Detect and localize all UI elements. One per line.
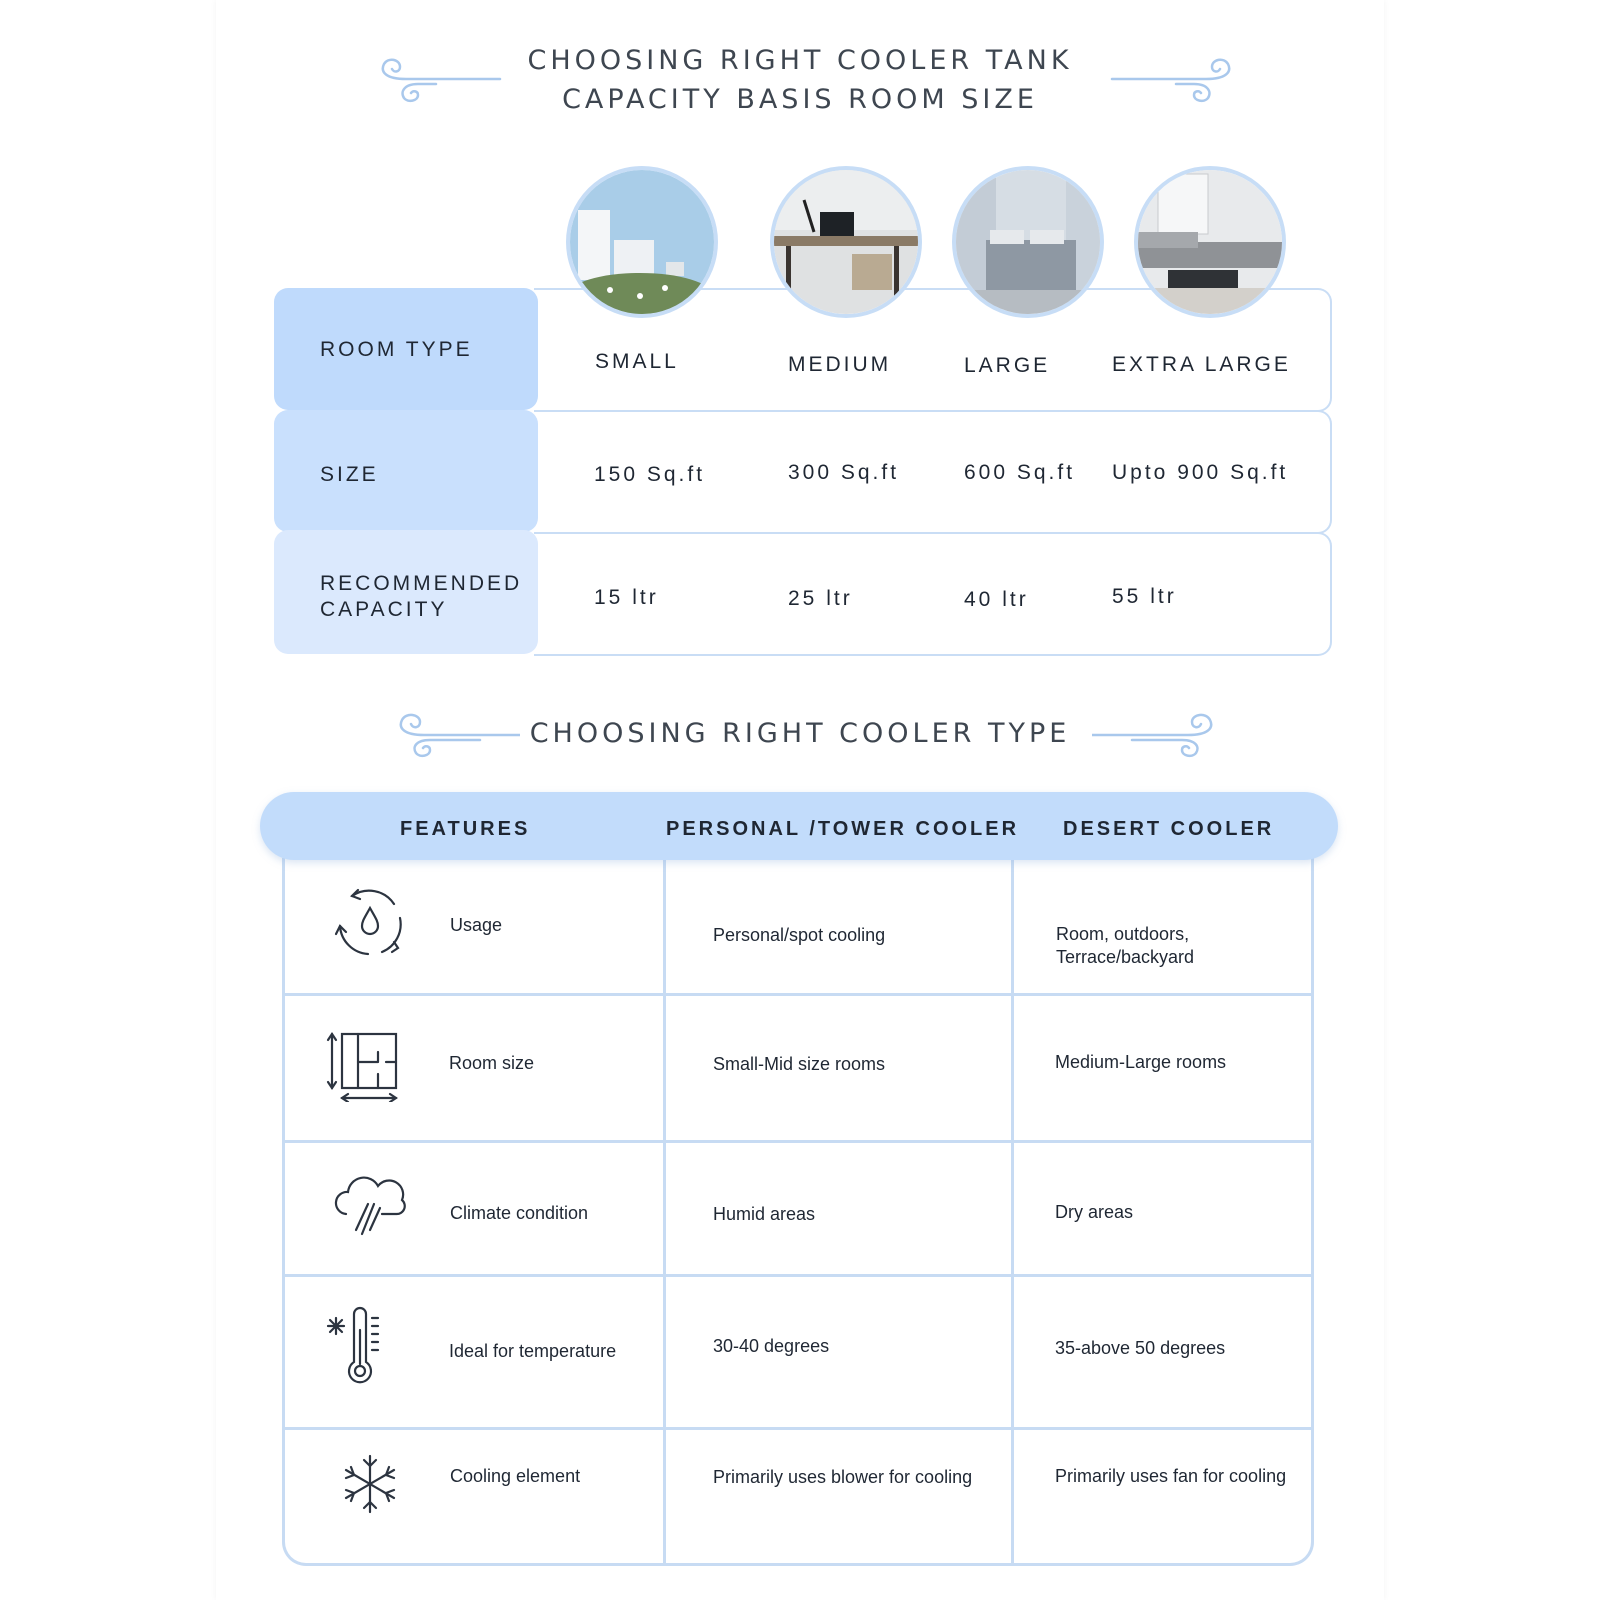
column-divider xyxy=(663,858,666,1566)
rain-cloud-icon xyxy=(332,1174,408,1238)
desert-usage-line1: Room, outdoors, xyxy=(1056,924,1190,944)
desert-temperature: 35-above 50 degrees xyxy=(1055,1338,1226,1358)
personal-climate: Humid areas xyxy=(713,1204,816,1224)
large-room-photo xyxy=(952,166,1104,318)
personal-temperature: 30-40 degrees xyxy=(713,1336,830,1356)
feature-climate: Climate condition xyxy=(450,1203,589,1223)
medium-room-photo xyxy=(770,166,922,318)
row-divider xyxy=(284,1140,1312,1143)
personal-cooling-element: Primarily uses blower for cooling xyxy=(713,1467,973,1487)
extra-large-room-photo xyxy=(1134,166,1286,318)
feature-usage: Usage xyxy=(450,915,503,935)
size-label: SIZE xyxy=(320,463,379,486)
desert-usage-line2: Terrace/backyard xyxy=(1056,947,1195,967)
feature-temperature: Ideal for temperature xyxy=(449,1341,617,1361)
header-personal-tower-cooler: PERSONAL /TOWER COOLER xyxy=(666,818,1020,840)
size-small: 150 Sq.ft xyxy=(594,463,706,486)
capacity-title-line1: CHOOSING RIGHT COOLER TANK xyxy=(527,45,1073,76)
room-type-label-cell xyxy=(274,288,538,410)
desert-room-size: Medium-Large rooms xyxy=(1055,1052,1227,1072)
header-features: FEATURES xyxy=(400,818,531,840)
small-room-photo xyxy=(566,166,718,318)
room-type-label: ROOM TYPE xyxy=(320,338,473,361)
capacity-title-line2: CAPACITY BASIS ROOM SIZE xyxy=(562,84,1038,115)
size-medium: 300 Sq.ft xyxy=(788,461,900,484)
desert-climate: Dry areas xyxy=(1055,1202,1134,1222)
feature-cooling-element: Cooling element xyxy=(450,1466,581,1486)
wind-swirl-right-icon xyxy=(1092,702,1226,758)
row-divider xyxy=(284,993,1312,996)
capacity-label-line1: RECOMMENDED xyxy=(320,572,523,595)
capacity-label-line2: CAPACITY xyxy=(320,598,448,621)
room-large: LARGE xyxy=(964,354,1051,377)
size-label-cell xyxy=(274,410,538,532)
type-title: CHOOSING RIGHT COOLER TYPE xyxy=(529,718,1071,749)
personal-usage: Personal/spot cooling xyxy=(713,925,886,945)
size-extra-large: Upto 900 Sq.ft xyxy=(1112,461,1289,484)
feature-room-size: Room size xyxy=(449,1053,535,1073)
capacity-medium: 25 ltr xyxy=(788,587,853,610)
capacity-label-cell xyxy=(274,530,538,654)
room-medium: MEDIUM xyxy=(788,353,892,376)
room-small: SMALL xyxy=(595,350,679,373)
wind-swirl-right-icon xyxy=(1108,54,1236,106)
recycle-water-drop-icon xyxy=(332,884,408,960)
capacity-large: 40 ltr xyxy=(964,588,1029,611)
wind-swirl-left-icon xyxy=(376,54,504,106)
capacity-small: 15 ltr xyxy=(594,586,659,609)
wind-swirl-left-icon xyxy=(386,702,520,758)
size-large: 600 Sq.ft xyxy=(964,461,1076,484)
snowflake-icon xyxy=(340,1454,400,1514)
floor-plan-icon xyxy=(326,1030,402,1102)
room-extra-large: EXTRA LARGE xyxy=(1112,353,1291,376)
desert-cooling-element: Primarily uses fan for cooling xyxy=(1055,1466,1287,1486)
personal-room-size: Small-Mid size rooms xyxy=(713,1054,886,1074)
row-divider xyxy=(284,1274,1312,1277)
header-desert-cooler: DESERT COOLER xyxy=(1063,818,1275,840)
thermometer-snowflake-icon xyxy=(324,1306,396,1386)
row-divider xyxy=(284,1427,1312,1430)
capacity-extra-large: 55 ltr xyxy=(1112,585,1177,608)
column-divider xyxy=(1011,858,1014,1566)
